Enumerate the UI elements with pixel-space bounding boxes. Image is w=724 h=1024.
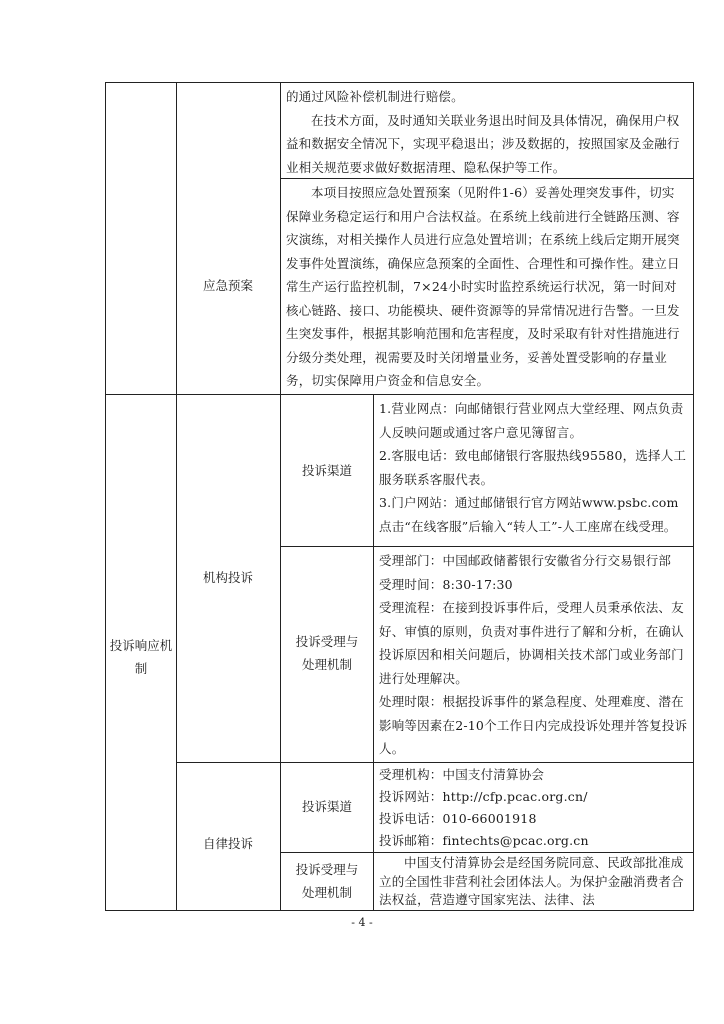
handling-time: 受理时间：8:30-17:30	[379, 576, 513, 592]
self-handling-label: 投诉受理与处理机制	[295, 862, 359, 900]
emergency-plan-label: 应急预案	[202, 278, 253, 293]
channel-item-hotline: 2.客服电话：致电邮储银行客服热线95580，选择人工服务联系客服代表。	[379, 448, 687, 487]
self-channel-email: 投诉邮箱：fintechts@pcac.org.cn	[379, 833, 589, 848]
institution-complaint-label: 机构投诉	[202, 570, 253, 585]
page-number: - 4 -	[351, 916, 373, 929]
complaint-mechanism-label	[108, 634, 174, 680]
handling-flow: 受理流程：在接到投诉事件后，受理人员秉承依法、友好、审慎的原则，负责对事件进行了解和分析，在确认投诉原因和相关问题后，协调相关技术部门或业务部门进行处理解决。	[379, 600, 684, 686]
inst-handling-content	[379, 549, 688, 761]
row1-text	[286, 85, 686, 179]
handling-dept: 受理部门：中国邮政储蓄银行安徽省分行交易银行部	[379, 553, 672, 568]
self-regulation-complaint-label: 自律投诉	[202, 836, 253, 851]
channel-item-website: 3.门户网站：通过邮储银行官方网站www.psbc.com点击“在线客服”后输入“转人工”-人工座席在线受理。	[379, 495, 679, 534]
inst-handling-label: 投诉受理与处理机制	[295, 634, 359, 672]
self-channel-phone: 投诉电话：010-66001918	[379, 811, 537, 826]
channel-item-branch: 1.营业网点：向邮储银行营业网点大堂经理、网点负责人反映问题或通过客户意见簿留言。	[379, 401, 684, 440]
emergency-plan-text: 本项目按照应急处置预案（见附件1-6）妥善处理突发事件，切实保障业务稳定运行和用户合法权益。在系统上线前进行全链路压测、容灾演练，对相关操作人员进行应急处置培训；在系统上线后定期开展突发事件处置演练，确保应急预案的全面性、合理性和可操作性。建立日常生产运行监控机制，7×24小时实时监控系统运行状况，第一时间对核心链路、接口、功能模块、硬件资源等的异常情况进行告警。一旦发生突发事件，根据其影响范围和危害程度，及时采取有针对性措施进行分级分类处理，视需要及时关闭增量业务，妥善处置受影响的存量业务，切实保障用户资金和信息安全。	[286, 185, 680, 388]
self-channel-label: 投诉渠道	[301, 799, 352, 814]
inst-channel-label: 投诉渠道	[301, 463, 352, 478]
row1-tech-paragraph: 在技术方面，及时通知关联业务退出时间及具体情况，确保用户权益和数据安全情况下，实现平稳退出；涉及数据的，按照国家及金融行业相关规范要求做好数据清理、隐私保护等工作。	[286, 112, 680, 175]
self-channel-content	[379, 764, 688, 852]
self-channel-website: 投诉网站：http://cfp.pcac.org.cn/	[379, 789, 588, 804]
complaint-mechanism-text: 投诉响应机制	[109, 638, 173, 676]
row1-line1: 的通过风险补偿机制进行赔偿。	[286, 89, 464, 104]
handling-limit: 处理时限：根据投诉事件的紧急程度、处理难度、潜在影响等因素在2-10个工作日内完成投诉处理并答复投诉人。	[379, 694, 688, 756]
self-channel-org: 受理机构：中国支付清算协会	[379, 767, 545, 782]
inst-channel-content	[379, 397, 688, 538]
self-handling-content: 中国支付清算协会是经国务院同意、民政部批准成立的全国性非营利社会团体法人。为保护金融消费者合法权益，营造遵守国家宪法、法律、法	[379, 855, 684, 907]
